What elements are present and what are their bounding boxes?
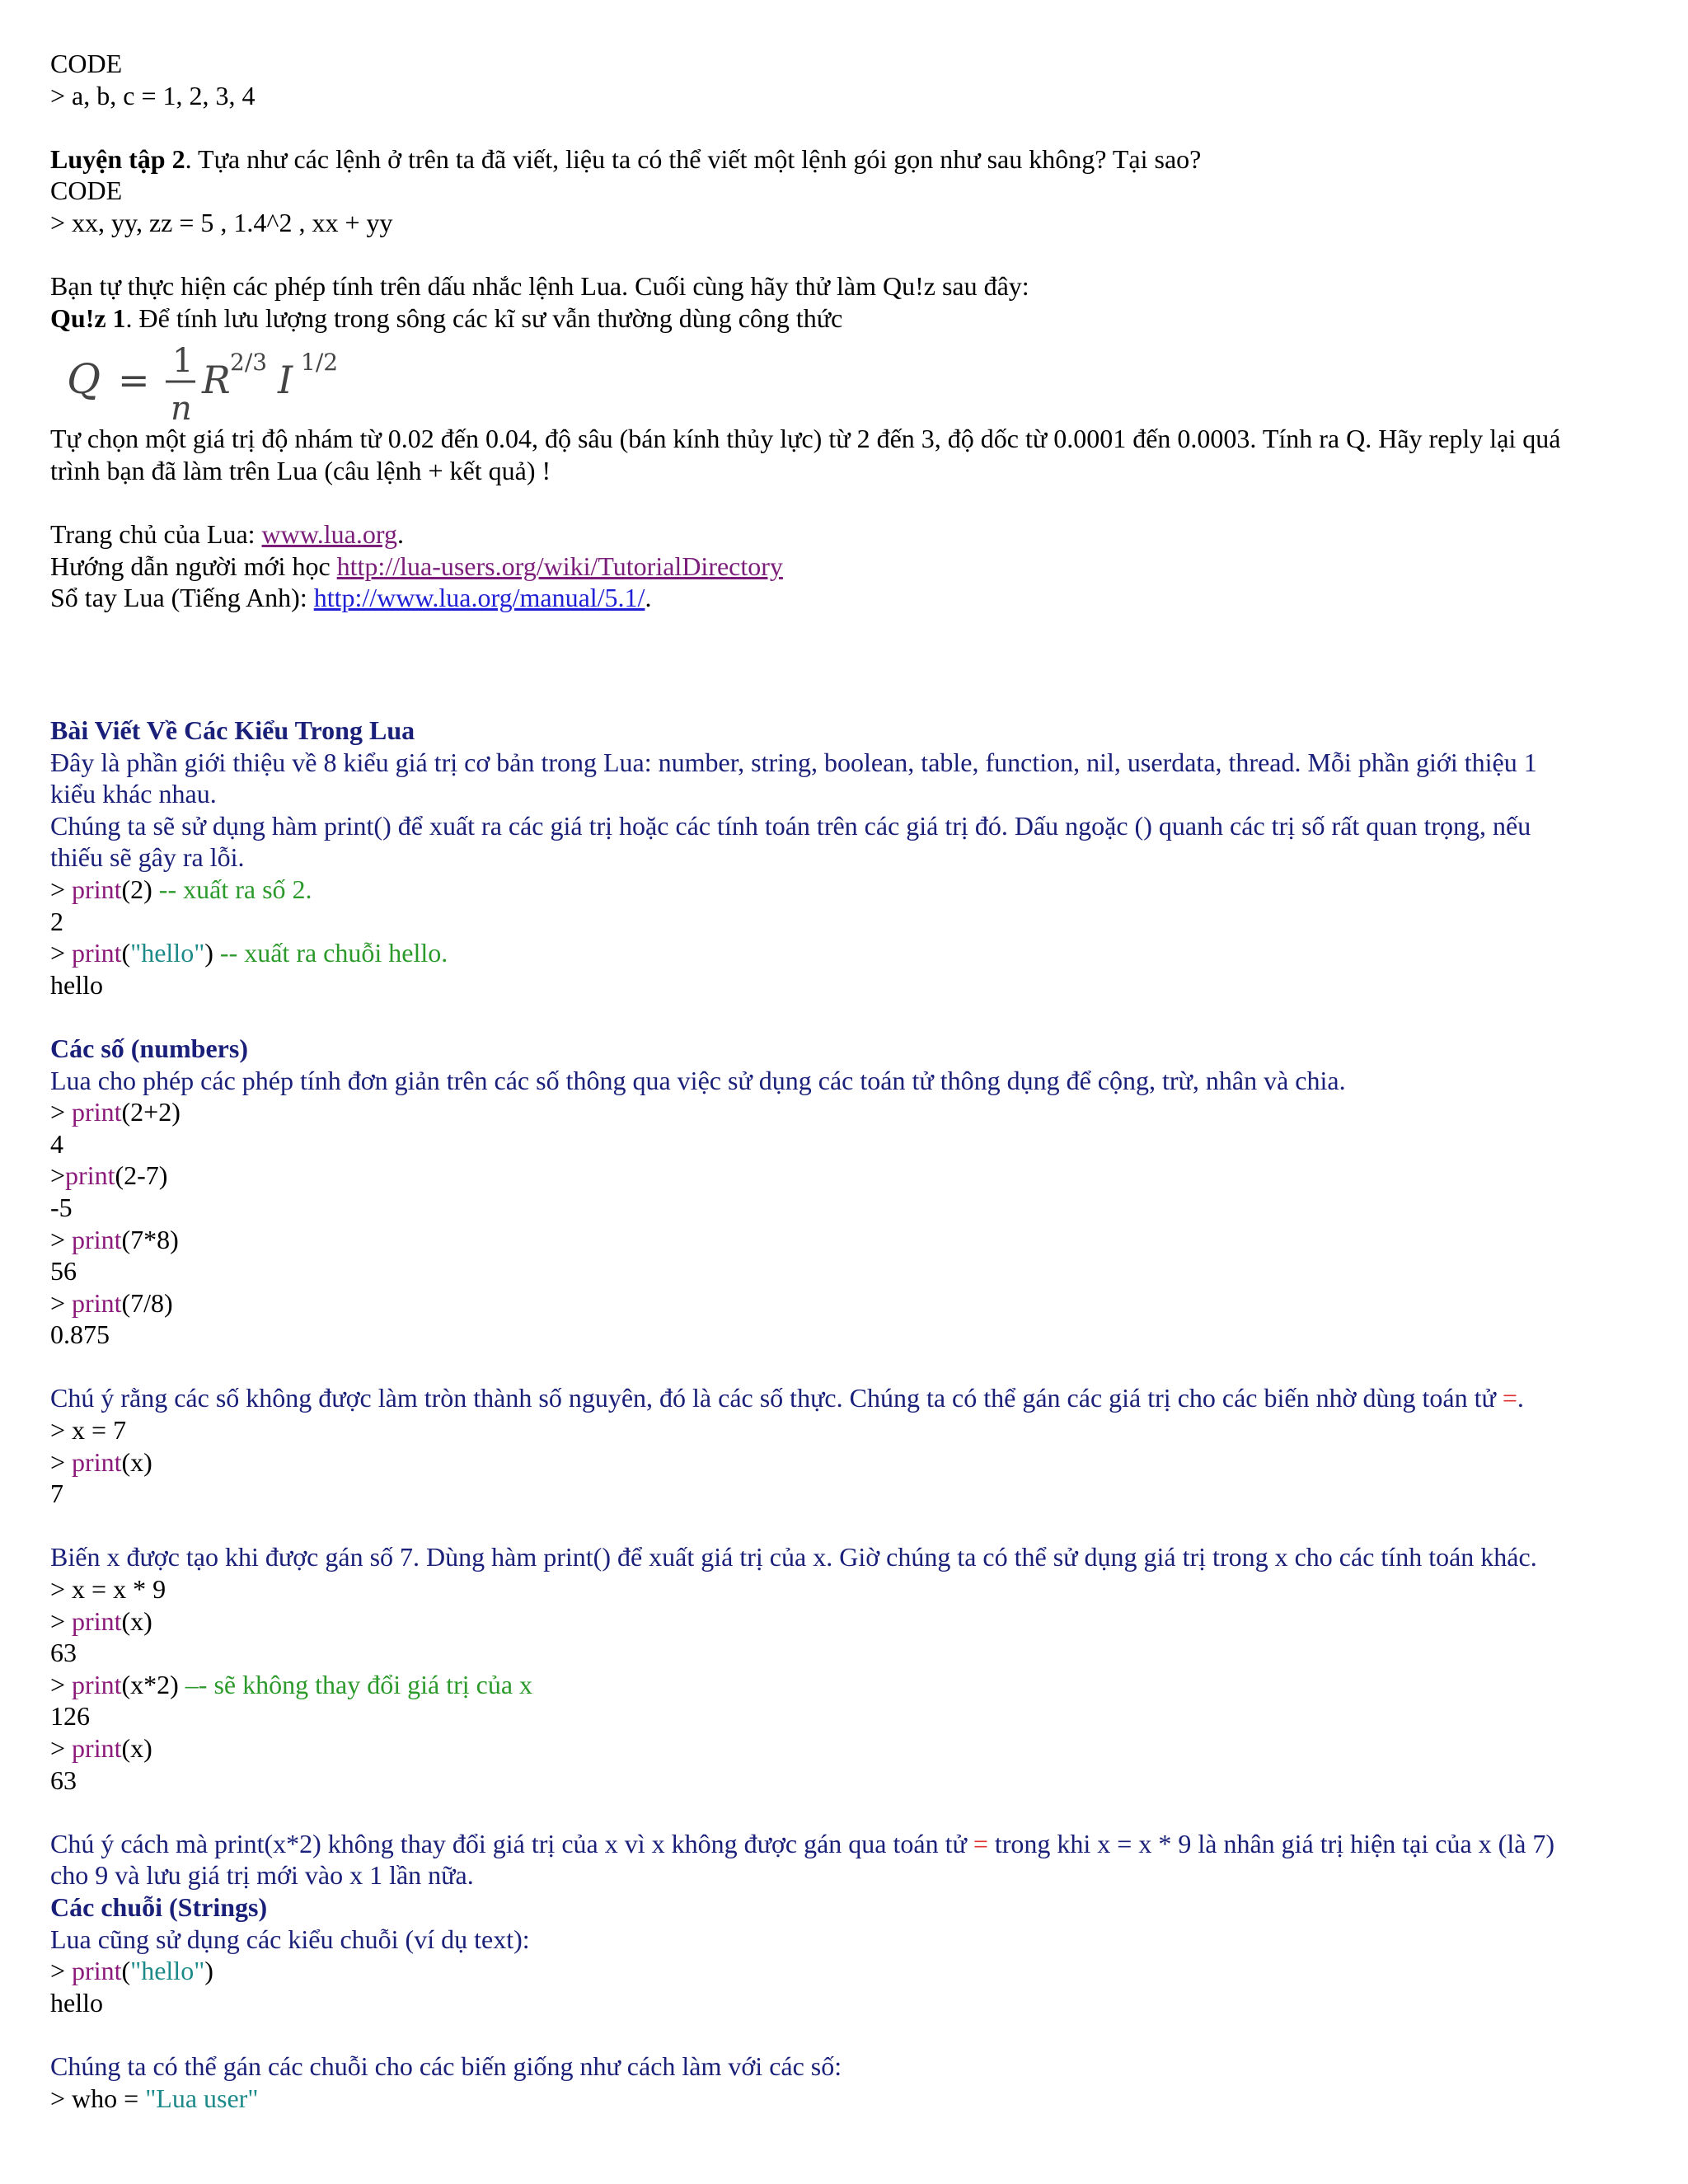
strings-title: Các chuỗi (Strings) <box>50 1891 268 1922</box>
paren: ( <box>121 1956 131 1986</box>
practice-title: Luyện tập 2 <box>50 143 185 174</box>
intro-section <box>50 48 1649 614</box>
prompt: > <box>50 1669 73 1699</box>
article-title: Bài Viết Về Các Kiểu Trong Lua <box>50 715 415 745</box>
code-line <box>50 1096 1649 1128</box>
home-link[interactable]: www.lua.org <box>261 519 397 550</box>
prompt: > <box>50 1097 73 1127</box>
comment: –- sẽ không thay đổi giá trị của x <box>185 1669 533 1699</box>
numbers-note <box>50 1382 1649 1414</box>
code-output: 7 <box>50 1479 63 1509</box>
paren: ( <box>121 938 131 968</box>
manning-formula <box>50 334 1649 423</box>
args: (7/8) <box>121 1287 173 1318</box>
args: (x) <box>121 1733 152 1763</box>
function-name: print <box>72 1097 122 1127</box>
function-name: print <box>72 1605 122 1636</box>
code-label: CODE <box>50 176 123 206</box>
prompt: > <box>50 1733 73 1763</box>
prompt: > <box>50 1287 73 1318</box>
code-line <box>50 1224 1649 1256</box>
code-output: -5 <box>50 1192 73 1222</box>
numbers-intro: Lua cho phép các phép tính đơn giản trên các số thông qua việc sử dụng các toán tử thông dụng để cộng, trừ, nhân và chia. <box>50 1065 1346 1095</box>
guide-line <box>50 551 1649 583</box>
practice-paragraph <box>50 143 1649 176</box>
practice-text: . Tựa như các lệnh ở trên ta đã viết, liệu ta có thể viết một lệnh gói gọn như sau không? Tại sao? <box>185 143 1202 174</box>
manual-line <box>50 582 1649 614</box>
prompt: > <box>50 1224 73 1254</box>
formula-image <box>62 339 408 421</box>
formula-numerator: 1 <box>172 342 194 381</box>
code-line <box>50 1287 1649 1319</box>
manual-label: Sổ tay Lua (Tiếng Anh): <box>50 583 314 613</box>
formula-equals: = <box>118 358 150 403</box>
args: (2+2) <box>121 1097 181 1127</box>
code-output: 2 <box>50 906 63 936</box>
code-output: hello <box>50 969 103 1000</box>
code-output: 0.875 <box>50 1319 110 1350</box>
code-label: CODE <box>50 49 123 78</box>
prompt: > <box>50 1956 73 1986</box>
function-name: print <box>72 1733 122 1763</box>
code-line <box>50 1605 1649 1638</box>
code-output: hello <box>50 1987 103 2018</box>
operator: = <box>1502 1383 1517 1413</box>
string-literal: "hello" <box>130 1956 205 1986</box>
code-line: > x = x * 9 <box>50 1574 166 1605</box>
guide-link[interactable]: http://lua-users.org/wiki/TutorialDirectory <box>336 551 783 581</box>
formula-lhs: Q <box>67 355 101 404</box>
note-text: Chú ý rằng các số không được làm tròn thành số nguyên, đó là các số thực. Chúng ta có thể gán các giá trị cho các biến nhờ dùng toán tử <box>50 1383 1503 1413</box>
article-intro: Đây là phần giới thiệu về 8 kiểu giá trị cơ bản trong Lua: number, string, boolean, table, function, nil, userdata, thread. Mỗi phần giới thiệu 1 <box>50 747 1537 777</box>
article-intro: thiếu sẽ gây ra lỗi. <box>50 842 245 873</box>
code-output: 126 <box>50 1701 90 1732</box>
task-line: trình bạn đã làm trên Lua (câu lệnh + kết quả) ! <box>50 455 551 485</box>
function-name: print <box>72 1287 122 1318</box>
args: (7*8) <box>121 1224 179 1254</box>
formula-denominator: n <box>171 390 192 422</box>
string-literal: "hello" <box>130 938 205 968</box>
code-line: > x = 7 <box>50 1415 127 1446</box>
formula-r: R <box>202 358 231 403</box>
function-name: print <box>72 1224 122 1254</box>
code-line <box>50 2083 1649 2115</box>
note-text: trong khi x = x * 9 là nhân giá trị hiện tại của x (là 7) <box>987 1828 1555 1858</box>
assignment: > who = <box>50 2083 146 2113</box>
guide-label: Hướng dẫn người mới học <box>50 551 337 581</box>
strings-note: Chúng ta có thể gán các chuỗi cho các biến giống như cách làm với các số: <box>50 2050 842 2081</box>
function-name: print <box>72 1956 122 1986</box>
article-section <box>50 715 1649 2114</box>
function-name: print <box>72 938 122 968</box>
args: (2) <box>121 874 159 904</box>
home-label: Trang chủ của Lua: <box>50 519 262 550</box>
args: (x) <box>121 1446 152 1477</box>
function-name: print <box>72 1669 122 1699</box>
prompt: > <box>50 1446 73 1477</box>
prompt: > <box>50 874 73 904</box>
args: (x) <box>121 1605 152 1636</box>
code-line <box>50 1160 1649 1192</box>
code-line <box>50 1669 1649 1701</box>
code-line: > xx, yy, zz = 5 , 1.4^2 , xx + yy <box>50 207 393 237</box>
quiz-paragraph <box>50 302 1649 335</box>
code-line <box>50 1732 1649 1765</box>
article-intro: Chúng ta sẽ sử dụng hàm print() để xuất ra các giá trị hoặc các tính toán trên các giá trị đó. Dấu ngoặc () quanh các trị số rất quan trọng, nếu <box>50 810 1531 841</box>
code-output: 63 <box>50 1638 77 1668</box>
numbers-title: Các số (numbers) <box>50 1033 248 1063</box>
article-intro: kiểu khác nhau. <box>50 779 217 809</box>
home-end: . <box>396 519 404 550</box>
manual-link[interactable]: http://www.lua.org/manual/5.1/ <box>313 583 645 613</box>
try-paragraph: Bạn tự thực hiện các phép tính trên dấu nhắc lệnh Lua. Cuối cùng hãy thử làm Qu!z sau đây: <box>50 271 1029 302</box>
note-text: . <box>1517 1383 1524 1413</box>
operator: = <box>973 1828 988 1858</box>
numbers-note <box>50 1828 1649 1860</box>
prompt: > <box>50 1160 66 1191</box>
args: (x*2) <box>121 1669 185 1699</box>
numbers-note: Biến x được tạo khi được gán số 7. Dùng hàm print() để xuất giá trị của x. Giờ chúng ta có thể sử dụng giá trị trong x cho các tính toán khác. <box>50 1542 1537 1572</box>
code-output: 63 <box>50 1765 77 1795</box>
args: (2-7) <box>115 1160 168 1191</box>
quiz-title: Qu!z 1 <box>50 302 126 333</box>
code-output: 4 <box>50 1128 63 1159</box>
home-line <box>50 518 1649 551</box>
formula-r-exponent: 2/3 <box>230 349 268 377</box>
code-line <box>50 874 1649 906</box>
formula-i: I <box>278 358 293 403</box>
code-line <box>50 1446 1649 1479</box>
code-line: > a, b, c = 1, 2, 3, 4 <box>50 80 256 110</box>
paren: ) <box>204 938 220 968</box>
function-name: print <box>72 874 122 904</box>
comment: -- xuất ra chuỗi hello. <box>219 938 448 968</box>
comment: -- xuất ra số 2. <box>158 874 312 904</box>
function-name: print <box>72 1446 122 1477</box>
function-name: print <box>65 1160 115 1191</box>
strings-intro: Lua cũng sử dụng các kiểu chuỗi (ví dụ text): <box>50 1924 530 1954</box>
code-line <box>50 937 1649 969</box>
numbers-note: cho 9 và lưu giá trị mới vào x 1 lần nữa. <box>50 1860 474 1891</box>
code-line <box>50 1955 1649 1987</box>
prompt: > <box>50 938 73 968</box>
string-literal: "Lua user" <box>145 2083 259 2113</box>
paren: ) <box>204 1956 213 1986</box>
manual-end: . <box>645 583 652 613</box>
note-text: Chú ý cách mà print(x*2) không thay đổi giá trị của x vì x không được gán qua toán tử <box>50 1828 973 1858</box>
code-output: 56 <box>50 1256 77 1286</box>
formula-i-exponent: 1/2 <box>301 349 339 377</box>
task-line: Tự chọn một giá trị độ nhám từ 0.02 đến 0.04, độ sâu (bán kính thủy lực) từ 2 đến 3, độ dốc từ 0.0001 đến 0.0003. Tính ra Q. Hãy reply lại quá <box>50 424 1561 454</box>
prompt: > <box>50 1605 73 1636</box>
quiz-text: . Để tính lưu lượng trong sông các kĩ sư vẫn thường dùng công thức <box>125 302 843 333</box>
